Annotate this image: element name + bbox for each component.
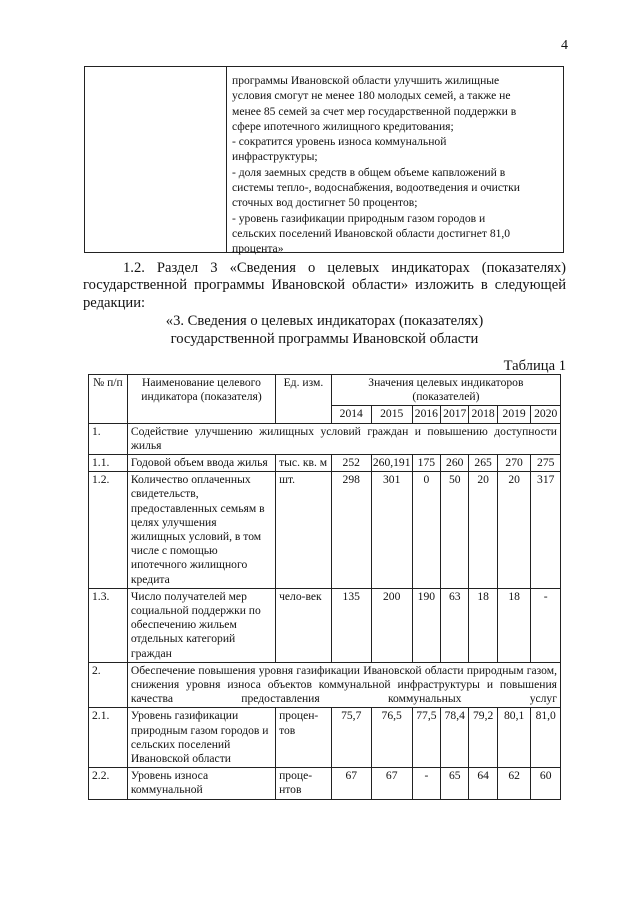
continuation-table [84,66,564,256]
header-row [89,375,561,406]
row-number: 2.1. [89,708,128,768]
value-cell: 67 [331,768,371,799]
continuation-line: условия смогут не менее 180 молодых семей, а также не [232,89,511,103]
indicator-name: Количество оплаченных свидетельств, предоставленных семьям в целях улучшения жилищных условий, в том числе с помощью ипотечного жилищного кредита [127,472,275,589]
table-label: Таблица 1 [503,358,566,374]
row-number: 1.3. [89,588,128,662]
unit-cell: процен-тов [276,708,332,768]
value-cell: 317 [531,472,561,589]
value-cell: 0 [412,472,440,589]
continuation-line: - уровень газификации природным газом городов и [232,211,486,225]
continuation-line: процента» [232,242,284,256]
year-header: 2016 [412,406,440,423]
value-cell: 63 [441,588,469,662]
value-cell: 135 [331,588,371,662]
continuation-line: - сократится уровень износа коммунальной [232,135,447,149]
value-cell: - [412,768,440,799]
continuation-line: сточных вод достигнет 50 процентов; [232,196,418,210]
value-cell: 18 [497,588,531,662]
year-header: 2018 [469,406,497,423]
continuation-line: сельских поселений Ивановской области достигнет 81,0 [232,226,511,240]
year-header: 2015 [371,406,412,423]
value-cell: 64 [469,768,497,799]
value-cell: 62 [497,768,531,799]
section-title: Обеспечение повышения уровня газификации Ивановской области природным газом, снижения уровня износа объектов коммунальной инфраструктуры и повышения качества предоставления коммунальных услуг [127,662,560,708]
value-cell: 76,5 [371,708,412,768]
indicators-table [88,374,561,800]
continuation-line: менее 85 семей за счет мер государственной поддержки в [232,104,517,118]
value-cell: 67 [371,768,412,799]
value-cell: 20 [497,472,531,589]
value-cell: 60 [531,768,561,799]
value-cell: 260,191 [371,455,412,472]
year-header: 2017 [441,406,469,423]
section-heading [83,313,566,348]
header-unit: Ед. изм. [276,375,332,424]
header-num: № п/п [89,375,128,424]
table-row [89,588,561,662]
value-cell: 275 [531,455,561,472]
header-name: Наименование целевого индикатора (показателя) [127,375,275,424]
value-cell: 260 [441,455,469,472]
indicator-name: Число получателей мер социальной поддержки по обеспечению жильем отдельных категорий граждан [127,588,275,662]
value-cell: 270 [497,455,531,472]
continuation-text [232,73,560,257]
value-cell: 252 [331,455,371,472]
value-cell: 50 [441,472,469,589]
indicator-name: Уровень износа коммунальной [127,768,275,799]
section-title: Содействие улучшению жилищных условий граждан и повышению доступности жилья [127,423,560,454]
table-row [89,472,561,589]
unit-cell: шт. [276,472,332,589]
value-cell: - [531,588,561,662]
value-cell: 18 [469,588,497,662]
year-header: 2020 [531,406,561,423]
table-row [89,768,561,799]
row-number: 2.2. [89,768,128,799]
unit-cell: тыс. кв. м [276,455,332,472]
value-cell: 20 [469,472,497,589]
row-number: 1.1. [89,455,128,472]
value-cell: 175 [412,455,440,472]
indicator-name: Уровень газификации природным газом городов и сельских поселений Ивановской области [127,708,275,768]
value-cell: 190 [412,588,440,662]
unit-cell: проце-нтов [276,768,332,799]
table-row [89,455,561,472]
unit-cell: чело-век [276,588,332,662]
value-cell: 77,5 [412,708,440,768]
continuation-line: - доля заемных средств в общем объеме капвложений в [232,165,506,179]
value-cell: 75,7 [331,708,371,768]
section-number: 1. [89,423,128,454]
value-cell: 298 [331,472,371,589]
section-row [89,662,561,708]
indicator-name: Годовой объем ввода жилья [127,455,275,472]
year-header: 2014 [331,406,371,423]
value-cell: 78,4 [441,708,469,768]
value-cell: 265 [469,455,497,472]
value-cell: 200 [371,588,412,662]
section-row [89,423,561,454]
heading-line-2: государственной программы Ивановской области [170,330,479,347]
heading-line-1: «3. Сведения о целевых индикаторах (показателях) [165,313,484,329]
continuation-line: сфере ипотечного жилищного кредитования; [232,119,454,133]
section-number: 2. [89,662,128,708]
page-number: 4 [561,38,568,53]
value-cell: 65 [441,768,469,799]
value-cell: 81,0 [531,708,561,768]
row-number: 1.2. [89,472,128,589]
column-divider [226,67,227,252]
table-row [89,708,561,768]
continuation-line: инфраструктуры; [232,150,318,164]
header-values: Значения целевых индикаторов (показателей) [331,375,560,406]
year-header: 2019 [497,406,531,423]
value-cell: 80,1 [497,708,531,768]
amendment-paragraph: 1.2. Раздел 3 «Сведения о целевых индикаторах (показателях) государственной программы Ивановской области» изложить в следующей редакции: [83,260,566,311]
value-cell: 301 [371,472,412,589]
continuation-line: системы тепло-, водоснабжения, водоотведения и очистки [232,181,520,195]
value-cell: 79,2 [469,708,497,768]
continuation-line: программы Ивановской области улучшить жилищные [232,74,500,87]
